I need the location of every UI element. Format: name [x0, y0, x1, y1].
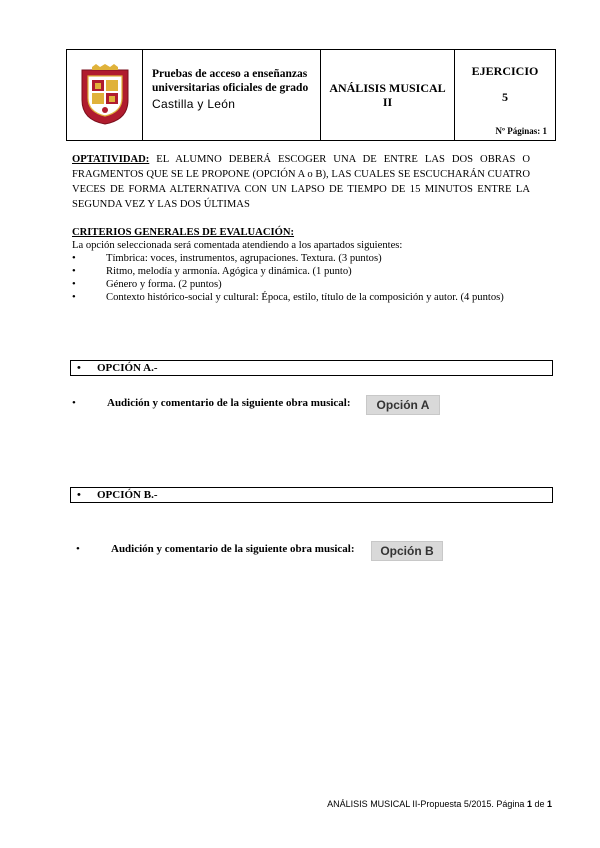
footer-page: 1 [526, 799, 532, 809]
institution-line-2: universitarias oficiales de grado [152, 82, 309, 94]
page-footer [327, 799, 552, 809]
option-a-heading-box [70, 360, 553, 376]
subject-cell [321, 50, 455, 140]
option-b-heading: OPCIÓN B.- [97, 489, 158, 501]
list-item [72, 278, 542, 291]
criterio-text: Contexto histórico-social y cultural: Época, estilo, título de la composición y autor. (4 puntos) [106, 292, 504, 303]
university-seal-logo [78, 64, 132, 126]
criterios-list [72, 252, 542, 304]
header-table [66, 49, 556, 141]
page-count: Nº Páginas: 1 [495, 126, 547, 136]
bullet-icon: • [77, 362, 81, 374]
option-a-instruction: Audición y comentario de la siguiente obra musical: [107, 397, 351, 409]
bullet-icon: • [72, 292, 76, 303]
bullet-icon: • [72, 397, 76, 409]
optatividad-text: EL ALUMNO DEBERÁ ESCOGER UNA DE ENTRE LAS DOS OBRAS O FRAGMENTOS QUE SE LE PROPONE (OPCIÓN A o B), LAS CUALES SE ESCUCHARÁN CUATRO VECES DE FORMA ALTERNATIVA CON UN LAPSO DE TIEMPO DE 15 MINUTOS ENTRE LA SEGUNDA VEZ Y LAS DOS ÚLTIMAS [72, 154, 530, 210]
bullet-icon: • [72, 279, 76, 290]
exercise-label: EJERCICIO [471, 64, 539, 78]
subject-level: II [382, 95, 393, 109]
optatividad-paragraph [72, 152, 530, 212]
footer-total: 1 [546, 799, 552, 809]
option-b-instruction: Audición y comentario de la siguiente obra musical: [111, 543, 355, 555]
footer-of: de [531, 799, 547, 809]
option-b-heading-box [70, 487, 553, 503]
list-item [72, 265, 542, 278]
list-item [72, 291, 542, 304]
criterio-text: Ritmo, melodía y armonía. Agógica y dinámica. (1 punto) [106, 266, 352, 277]
criterios-intro: La opción seleccionada será comentada atendiendo a los apartados siguientes: [72, 240, 403, 251]
logo-cell [67, 50, 143, 140]
subject-title: ANÁLISIS MUSICAL [329, 81, 446, 95]
bullet-icon: • [72, 253, 76, 264]
bullet-icon: • [77, 489, 81, 501]
option-a-button[interactable]: Opción A [366, 395, 440, 415]
institution-line-1: Pruebas de acceso a enseñanzas [152, 68, 308, 80]
criterios-title: CRITERIOS GENERALES DE EVALUACIÓN: [72, 227, 295, 238]
list-item [72, 252, 542, 265]
option-b-button[interactable]: Opción B [371, 541, 443, 561]
optatividad-label: OPTATIVIDAD: [72, 154, 150, 165]
region-name: Castilla y León [152, 97, 236, 111]
criterio-text: Tímbrica: voces, instrumentos, agrupaciones. Textura. (3 puntos) [106, 253, 382, 264]
bullet-icon: • [76, 543, 80, 555]
option-a-heading: OPCIÓN A.- [97, 362, 158, 374]
criterios-section [72, 226, 542, 304]
exercise-number: 5 [502, 90, 508, 104]
bullet-icon: • [72, 266, 76, 277]
institution-title-cell [143, 50, 321, 140]
footer-prefix: ANÁLISIS MUSICAL II-Propuesta 5/2015. Página [327, 799, 527, 809]
exercise-cell [455, 50, 555, 140]
criterio-text: Género y forma. (2 puntos) [106, 279, 222, 290]
